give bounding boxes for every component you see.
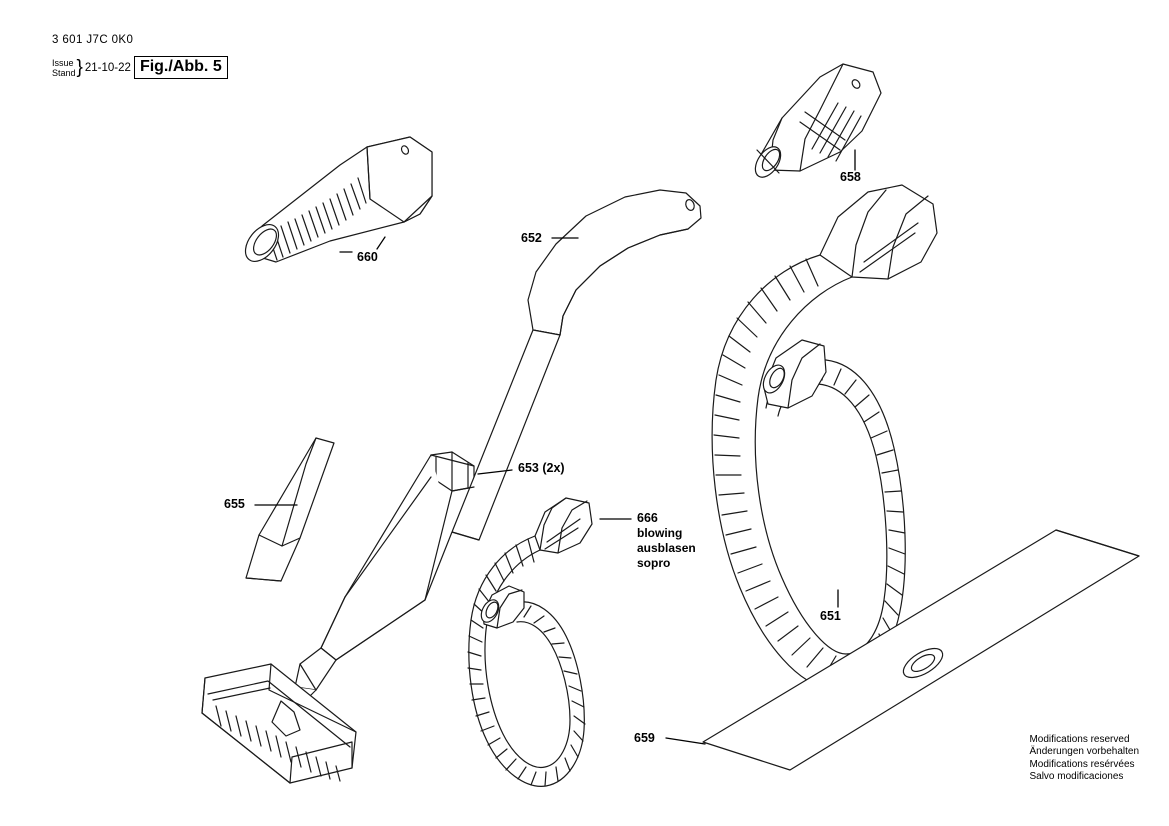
floor-nozzle-artwork — [202, 648, 356, 783]
footer-notes — [1029, 734, 1139, 784]
issue-label-en: Issue — [52, 57, 74, 68]
footer-note-es: Salvo modificaciones — [1029, 771, 1124, 783]
callout-659: 659 — [634, 731, 655, 745]
callout-652: 652 — [521, 231, 542, 245]
callout-660: 660 — [357, 250, 378, 264]
issue-label-de: Stand — [52, 67, 76, 78]
part-658-artwork — [750, 64, 881, 182]
callout-666-line-1: blowing — [637, 526, 683, 540]
part-652-artwork — [528, 190, 701, 335]
callout-651: 651 — [820, 609, 841, 623]
callout-666-line-3: sopro — [637, 556, 671, 570]
callout-655: 655 — [224, 497, 245, 511]
part-666-artwork — [468, 498, 592, 786]
callout-666-number: 666 — [637, 511, 658, 525]
document-number: 3 601 J7C 0K0 — [52, 34, 134, 46]
footer-note-en: Modifications reserved — [1029, 733, 1130, 745]
callout-658: 658 — [840, 170, 861, 184]
callout-653: 653 (2x) — [518, 461, 565, 475]
extension-tube-artwork — [321, 330, 560, 660]
callout-666-line-2: ausblasen — [637, 541, 696, 555]
part-655-artwork — [246, 438, 334, 581]
leader-lines — [255, 150, 855, 744]
part-660-artwork — [239, 137, 432, 268]
figure-label: Fig./Abb. 5 — [134, 56, 228, 79]
callout-666 — [637, 511, 696, 571]
issue-brace: } — [76, 57, 83, 78]
footer-note-fr: Modifications resérvées — [1029, 758, 1135, 770]
footer-note-de: Änderungen vorbehalten — [1029, 746, 1139, 758]
issue-date: 21-10-22 — [84, 61, 131, 74]
